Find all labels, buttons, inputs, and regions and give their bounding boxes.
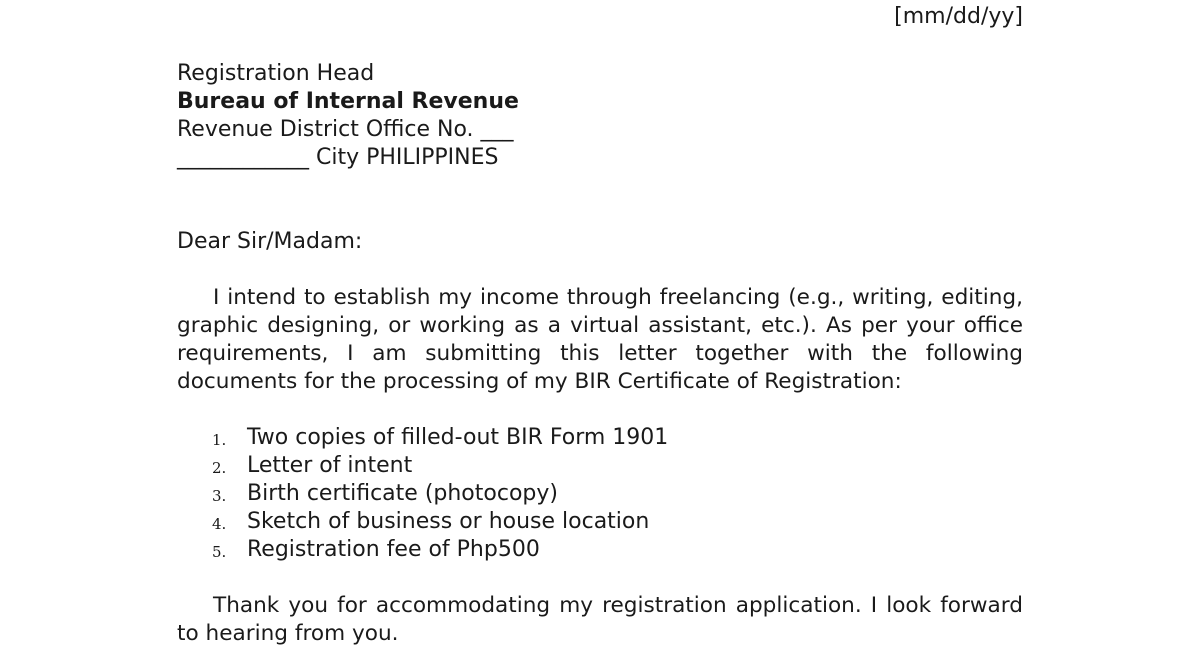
list-item-text: Two copies of filled-out BIR Form 1901 [247, 425, 669, 450]
recipient-office: Revenue District Office No. ___ [177, 117, 514, 142]
date-placeholder: [mm/dd/yy] [894, 4, 1023, 29]
list-item-number: 4. [212, 515, 227, 533]
list-item-number: 1. [212, 431, 227, 449]
list-item-number: 3. [212, 487, 227, 505]
list-item-text: Letter of intent [247, 453, 413, 478]
recipient-organization: Bureau of Internal Revenue [177, 89, 519, 114]
closing-paragraph: Thank you for accommodating my registration application. I look forward to hearing from you. [177, 593, 1023, 646]
letter-page [177, 0, 1023, 646]
list-item-text: Registration fee of Php500 [247, 537, 540, 562]
body-paragraph: I intend to establish my income through freelancing (e.g., writing, editing, graphic designing, or working as a virtual assistant, etc.). As per your office requirements, I am submitting this letter together with the following documents for the processing of my BIR Certificate of Registration: [177, 285, 1023, 394]
list-item-number: 2. [212, 459, 227, 477]
salutation: Dear Sir/Madam: [177, 229, 363, 254]
list-item-number: 5. [212, 543, 227, 561]
list-item-text: Birth certificate (photocopy) [247, 481, 558, 506]
recipient-city: ____________ City PHILIPPINES [177, 145, 499, 170]
recipient-title: Registration Head [177, 61, 375, 86]
list-item-text: Sketch of business or house location [247, 509, 650, 534]
